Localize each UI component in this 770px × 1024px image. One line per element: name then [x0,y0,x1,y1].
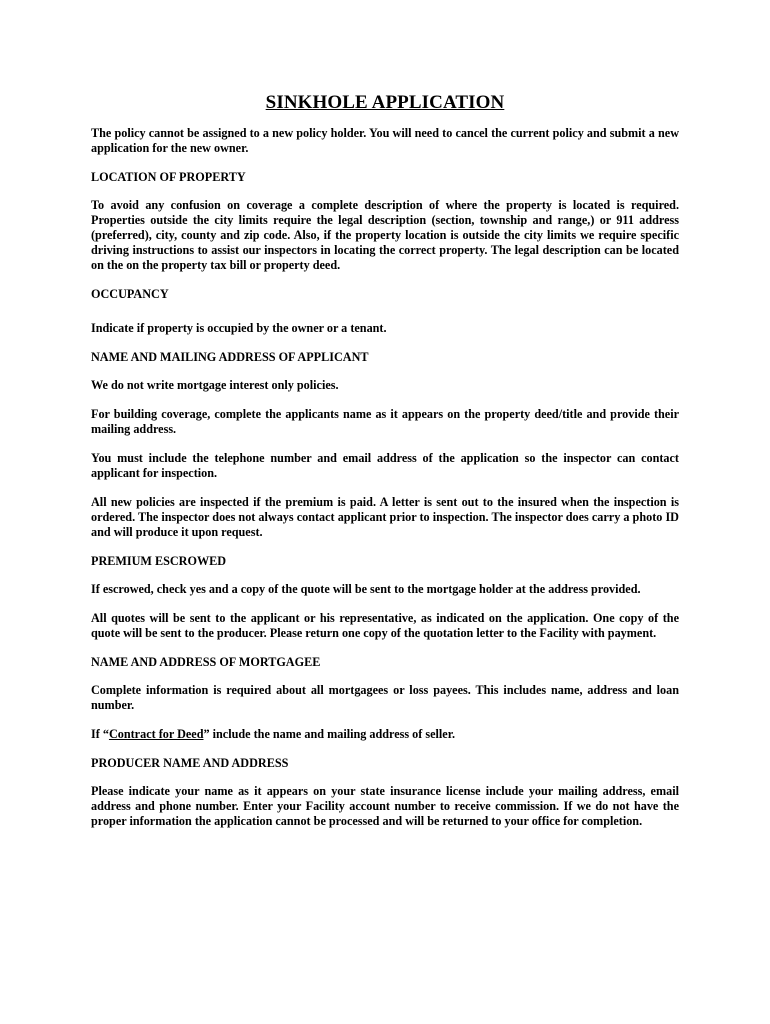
applicant-paragraph-1: We do not write mortgage interest only policies. [91,378,339,392]
contract-for-deed-text: Contract for Deed [108,727,204,741]
premium-paragraph-2: All quotes will be sent to the applicant or his representative, as indicated on the application. One copy of the quote will be sent to the producer. Please return one copy of the quotation letter to the Facility with payment. [91,611,679,640]
section-premium [91,554,679,641]
mortgagee-paragraph-1: Complete information is required about all mortgagees or loss payees. This includes name, address and loan number. [91,683,679,712]
section-heading-occupancy: OCCUPANCY [91,287,169,301]
applicant-paragraph-4: All new policies are inspected if the premium is paid. A letter is sent out to the insured when the inspection is ordered. The inspector does not always contact applicant prior to inspection. The inspector does carry a photo ID and will produce it upon request. [91,495,679,539]
section-heading-premium: PREMIUM ESCROWED [91,554,227,568]
occupancy-paragraph: Indicate if property is occupied by the owner or a tenant. [91,321,387,335]
section-occupancy [91,287,679,336]
section-heading-mortgagee: NAME AND ADDRESS OF MORTGAGEE [91,655,321,669]
section-producer [91,756,679,829]
applicant-paragraph-2: For building coverage, complete the applicants name as it appears on the property deed/title and provide their mailing address. [91,407,679,436]
document-page [91,92,679,843]
producer-paragraph: Please indicate your name as it appears on your state insurance license include your mailing address, email address and phone number. Enter your Facility account number to receive commission. If we do not have the proper information the application cannot be processed and will be returned to your office for completion. [91,784,679,828]
premium-paragraph-1: If escrowed, check yes and a copy of the quote will be sent to the mortgage holder at the address provided. [91,582,641,596]
mortgagee-paragraph-2 [91,727,679,742]
location-paragraph: To avoid any confusion on coverage a complete description of where the property is located is required. Properties outside the city limits require the legal description (section, township and range,) or 911 address (preferred), city, county and zip code. Also, if the property location is outside the city limits we require specific driving instructions to assist our inspectors in locating the correct property. The legal description can be located on the on the property tax bill or property deed. [91,198,679,272]
intro-paragraph: The policy cannot be assigned to a new policy holder. You will need to cancel the current policy and submit a new application for the new owner. [91,126,679,155]
section-heading-producer: PRODUCER NAME AND ADDRESS [91,756,289,770]
section-mortgagee [91,655,679,742]
mortgagee-paragraph-2-suffix: ” include the name and mailing address of seller. [203,727,456,741]
document-title: SINKHOLE APPLICATION [265,92,505,113]
section-location [91,170,679,273]
mortgagee-paragraph-2-prefix: If “ [91,727,109,741]
section-heading-location: LOCATION OF PROPERTY [91,170,246,184]
applicant-paragraph-3: You must include the telephone number and email address of the application so the inspector can contact applicant for inspection. [91,451,679,480]
section-applicant [91,350,679,540]
section-heading-applicant: NAME AND MAILING ADDRESS OF APPLICANT [91,350,369,364]
